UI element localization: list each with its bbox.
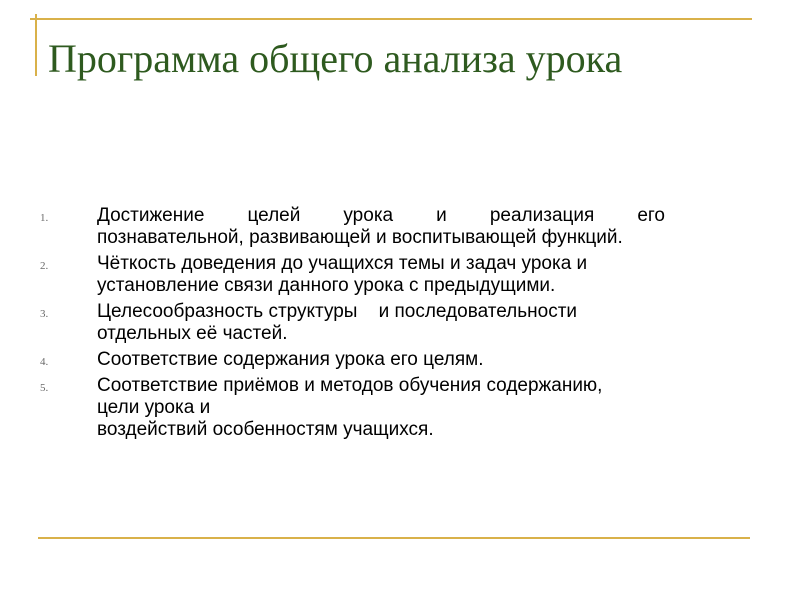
- list-item-text: отдельных её частей.: [97, 323, 288, 344]
- list-item-text: воздействий особенностям учащихся.: [97, 419, 434, 440]
- bottom-divider-line: [38, 537, 750, 539]
- list-number: 2.: [40, 260, 49, 272]
- list-item: [40, 205, 730, 249]
- list-item-text: Достижение целей урока и реализация его: [97, 205, 665, 226]
- list-number: 4.: [40, 356, 49, 368]
- list-number: 3.: [40, 308, 49, 320]
- list-item: [40, 349, 730, 371]
- list-item-text: установление связи данного урока с предыдущими.: [97, 275, 556, 296]
- list-item-text: Соответствие содержания урока его целям.: [97, 349, 484, 370]
- list-item: [40, 253, 730, 297]
- left-accent-line: [35, 14, 37, 76]
- top-divider-line: [30, 18, 752, 20]
- list-number: 5.: [40, 382, 49, 394]
- list-item-text: Целесообразность структуры и последовательности: [97, 301, 578, 322]
- list-number: 1.: [40, 212, 49, 224]
- list-item-text: познавательной, развивающей и воспитывающей функций.: [97, 227, 623, 248]
- list-item-text: Соответствие приёмов и методов обучения содержанию,: [97, 375, 603, 396]
- list-item: [40, 301, 730, 345]
- numbered-list: [40, 205, 730, 445]
- slide-title: Программа общего анализа урока: [48, 36, 623, 81]
- list-item-text: цели урока и: [97, 397, 211, 418]
- list-item-text: Чёткость доведения до учащихся темы и задач урока и: [97, 253, 588, 274]
- list-item: [40, 375, 730, 441]
